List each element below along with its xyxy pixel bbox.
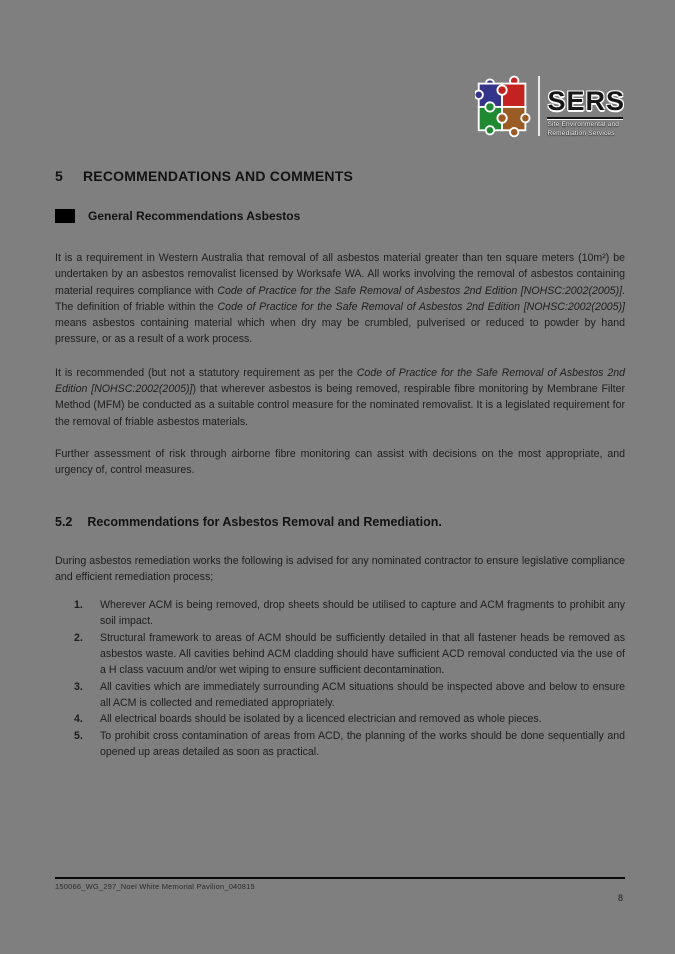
list-item [55,679,625,712]
page-footer [55,877,625,903]
subsection-heading-general [55,209,625,223]
list-item [55,597,625,630]
code-of-practice-reference: Code of Practice for the Safe Removal of Asbestos 2nd Edition [NOHSC:2002(2005)] [55,366,625,396]
paragraph-4: During asbestos remediation works the following is advised for any nominated contractor to ensure legislative compliance and efficient remediation process; [55,554,625,583]
brand-tagline [547,121,625,137]
paragraph-1-run: means asbestos containing material which when dry may be crumbled, pulverised or reduced to powder by hand pressure, or as a result of a work process. [55,317,625,346]
paragraph-1-run: . The definition of friable within the [55,284,625,313]
paragraph-1 [55,250,625,348]
list-item-number: 1. [74,599,83,612]
logo-divider [538,76,540,136]
list-item-number: 2. [74,631,83,644]
section-number: 5.2 [55,514,73,529]
paragraph-3: Further assessment of risk through airborne fibre monitoring can assist with decisions on the most appropriate, and urgency of, control measures. [55,447,625,477]
subsection-title: General Recommendations Asbestos [88,209,301,223]
list-item-text: Structural framework to areas of ACM should be sufficiently detailed in that all fastener heads be removed as asbestos waste. All cavities behind ACM cladding should have sufficient ACD removal conducted via the use of a H class vacuum and/or wet wiping to ensure sufficient decontamination. [100,631,625,677]
company-logo [475,72,625,140]
doc-reference: 150066_WG_297_Noel White Memorial Pavilion_040815 [55,882,255,891]
list-item-number: 5. [74,729,83,742]
paragraph-2-run: It is recommended (but not a statutory requirement as per the [55,366,357,379]
tagline-line-2: Remediation Services [547,129,615,137]
list-item-number: 3. [74,680,83,693]
code-of-practice-reference: Code of Practice for the Safe Removal of Asbestos 2nd Edition [NOHSC:2002(2005)] [217,284,623,297]
paragraph-2 [55,365,625,430]
page-number: 8 [617,893,623,903]
list-item-text: To prohibit cross contamination of areas from ACD, the planning of the works should be done sequentially and opened up areas detailed as soon as practical. [100,729,625,758]
list-item-number: 4. [74,713,83,726]
tagline-line-1: Site Environmental and [547,121,620,129]
list-item-text: All cavities which are immediately surrounding ACM situations should be inspected above and below to ensure all ACM is collected and remediated appropriately. [100,680,625,709]
section-title: Recommendations for Asbestos Removal and Remediation. [87,514,442,529]
brand-underline [547,117,623,119]
numbered-list [55,597,625,760]
puzzle-icon [475,74,531,138]
footer-divider [55,877,625,879]
brand-name: SERS [547,86,625,117]
list-item-text: All electrical boards should be isolated by a licenced electrician and removed as whole pieces. [100,713,542,726]
code-of-practice-reference: Code of Practice for the Safe Removal of Asbestos 2nd Edition [NOHSC:2002(2005)] [217,300,625,313]
section-heading-5 [55,168,625,184]
list-item-text: Wherever ACM is being removed, drop sheets should be utilised to capture and ACM fragments to prohibit any soil impact. [100,599,625,628]
section-number: 5 [55,168,63,184]
section-title: RECOMMENDATIONS AND COMMENTS [83,168,354,184]
list-item [55,630,625,679]
header [55,72,625,140]
list-item [55,711,625,727]
redacted-number-square [55,209,75,223]
logo-text [547,74,625,137]
section-heading-5-2 [55,515,625,529]
list-item [55,728,625,761]
paragraph-2-run: ) that wherever asbestos is being removed, respirable fibre monitoring by Membrane Filter Method (MFM) be conducted as a suitable control measure for the nominated removalist. It is a legislated requirement for the removal of friable asbestos materials. [55,383,625,428]
paragraph-1-run: It is a requirement in Western Australia that removal of all asbestos material greater than ten square meters (10m²) be undertaken by an asbestos removalist licensed by Worksafe WA. All works involving the removal of asbestos containing material requires compliance with [55,252,625,297]
